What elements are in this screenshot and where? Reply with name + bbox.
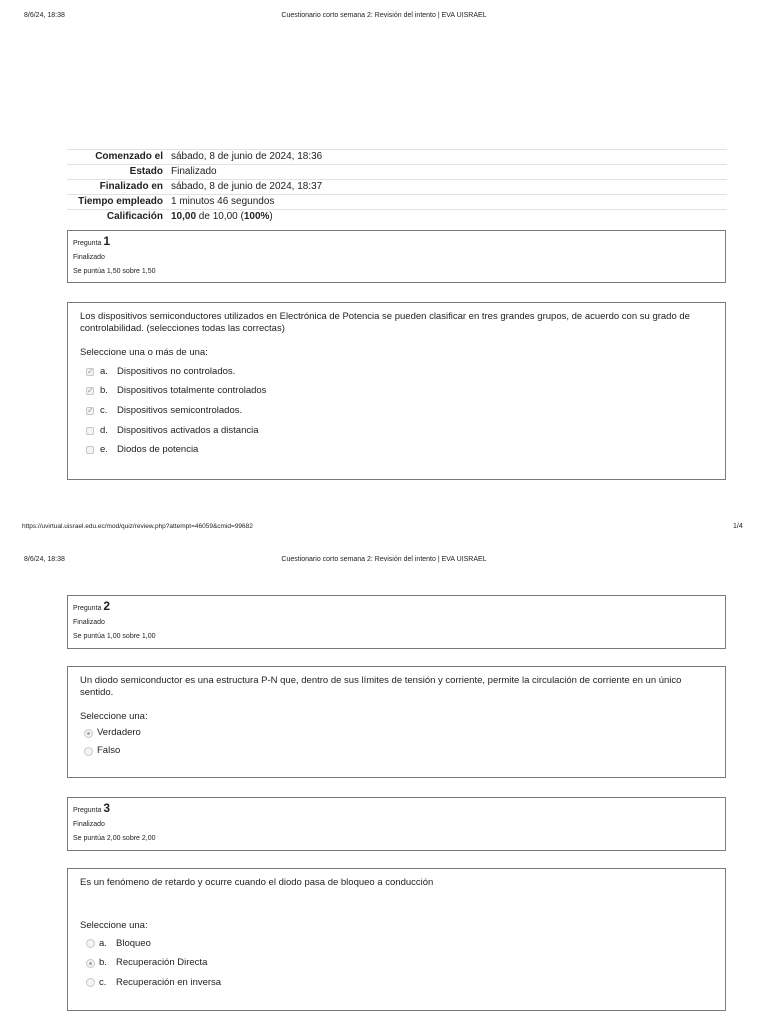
answer-option[interactable] (80, 362, 713, 382)
question-state: Finalizado (73, 821, 105, 828)
checkbox-icon[interactable] (86, 407, 94, 415)
grade-mid: de 10,00 ( (196, 211, 244, 222)
question-grade: Se puntúa 2,00 sobre 2,00 (73, 835, 156, 842)
option-letter: a. (99, 937, 107, 949)
summary-label: Finalizado en (67, 180, 167, 195)
print-date: 8/6/24, 18:38 (24, 556, 65, 563)
summary-value: 1 minutos 46 segundos (167, 195, 727, 210)
question-3-info (67, 797, 726, 851)
option-text: Bloqueo (116, 937, 151, 949)
checkbox-icon[interactable] (86, 446, 94, 454)
option-letter: a. (100, 365, 108, 377)
print-url: https://uvirtual.uisrael.edu.ec/mod/quiz/review.php?attempt=46059&cmid=99682 (22, 523, 253, 530)
option-text: Diodos de potencia (117, 444, 199, 456)
question-number: 1 (103, 234, 111, 248)
option-text: Dispositivos activados a distancia (117, 424, 259, 436)
question-label: Pregunta (73, 605, 102, 612)
option-text: Dispositivos totalmente controlados (117, 385, 267, 397)
summary-row-finished (67, 180, 727, 195)
summary-row-grade (67, 210, 727, 225)
option-text: Recuperación Directa (116, 957, 208, 969)
option-text: Verdadero (97, 727, 141, 738)
summary-label: Estado (67, 165, 167, 180)
option-text: Dispositivos semicontrolados. (117, 404, 243, 416)
option-letter: e. (100, 444, 108, 456)
checkbox-icon[interactable] (86, 368, 94, 376)
answer-option[interactable] (80, 934, 713, 954)
radio-icon[interactable] (84, 729, 93, 738)
answer-option[interactable] (80, 973, 713, 993)
checkbox-icon[interactable] (86, 427, 94, 435)
summary-label: Comenzado el (67, 150, 167, 165)
question-2-info (67, 595, 726, 649)
question-number: 2 (103, 599, 111, 613)
grade-score: 10,00 (171, 211, 197, 222)
question-text: Un diodo semiconductor es una estructura P-N que, dentro de sus límites de tensión y corriente, permite la circulación de corriente en un único sentido. (80, 675, 682, 698)
answer-instruction: Seleccione una o más de una: (80, 347, 208, 358)
answer-option[interactable] (80, 401, 713, 421)
answer-option[interactable] (80, 382, 713, 402)
summary-row-time (67, 195, 727, 210)
answer-instruction: Seleccione una: (80, 920, 148, 931)
question-grade: Se puntúa 1,50 sobre 1,50 (73, 268, 156, 275)
radio-icon[interactable] (86, 959, 95, 968)
answer-option[interactable] (80, 954, 713, 974)
summary-value (167, 210, 727, 225)
question-text: Es un fenómeno de retardo y ocurre cuando el diodo pasa de bloqueo a conducción (80, 877, 434, 888)
question-label: Pregunta (73, 807, 102, 814)
grade-percent: 100% (243, 211, 270, 222)
question-1-info (67, 230, 726, 283)
option-text: Recuperación en inversa (116, 976, 222, 988)
summary-label: Tiempo empleado (67, 195, 167, 210)
radio-icon[interactable] (86, 939, 95, 948)
radio-icon[interactable] (84, 747, 93, 756)
summary-row-started (67, 150, 727, 165)
page-number: 1/4 (733, 523, 743, 530)
answer-option[interactable] (80, 440, 713, 460)
option-text: Falso (97, 745, 121, 756)
answer-option[interactable] (80, 742, 713, 760)
question-state: Finalizado (73, 619, 105, 626)
question-2-content (67, 666, 726, 778)
summary-value: sábado, 8 de junio de 2024, 18:37 (167, 180, 727, 195)
summary-label: Calificación (67, 210, 167, 225)
question-1-content (67, 302, 726, 480)
summary-row-state (67, 165, 727, 180)
question-grade: Se puntúa 1,00 sobre 1,00 (73, 633, 156, 640)
radio-icon[interactable] (86, 978, 95, 987)
option-letter: b. (99, 957, 107, 969)
question-number: 3 (103, 801, 111, 815)
option-letter: d. (100, 424, 108, 436)
question-text: Los dispositivos semiconductores utilizados en Electrónica de Potencia se pueden clasificar en tres grandes grupos, de acuerdo con su grado de controlabilidad. (selecciones todas las correctas) (80, 311, 690, 334)
print-date: 8/6/24, 18:38 (24, 12, 65, 19)
option-letter: b. (100, 385, 108, 397)
answer-option[interactable] (80, 421, 713, 441)
answer-option[interactable] (80, 724, 713, 742)
print-title: Cuestionario corto semana 2: Revisión del intento | EVA UISRAEL (281, 556, 487, 563)
question-label: Pregunta (73, 240, 102, 247)
summary-value: sábado, 8 de junio de 2024, 18:36 (167, 150, 727, 165)
attempt-summary-table (67, 149, 727, 224)
option-text: Dispositivos no controlados. (117, 365, 236, 377)
grade-end: ) (269, 211, 273, 222)
option-letter: c. (99, 976, 107, 988)
summary-value: Finalizado (167, 165, 727, 180)
option-letter: c. (100, 404, 108, 416)
question-3-content (67, 868, 726, 1011)
answer-instruction: Seleccione una: (80, 711, 148, 722)
checkbox-icon[interactable] (86, 387, 94, 395)
question-state: Finalizado (73, 254, 105, 261)
print-title: Cuestionario corto semana 2: Revisión del intento | EVA UISRAEL (281, 12, 487, 19)
